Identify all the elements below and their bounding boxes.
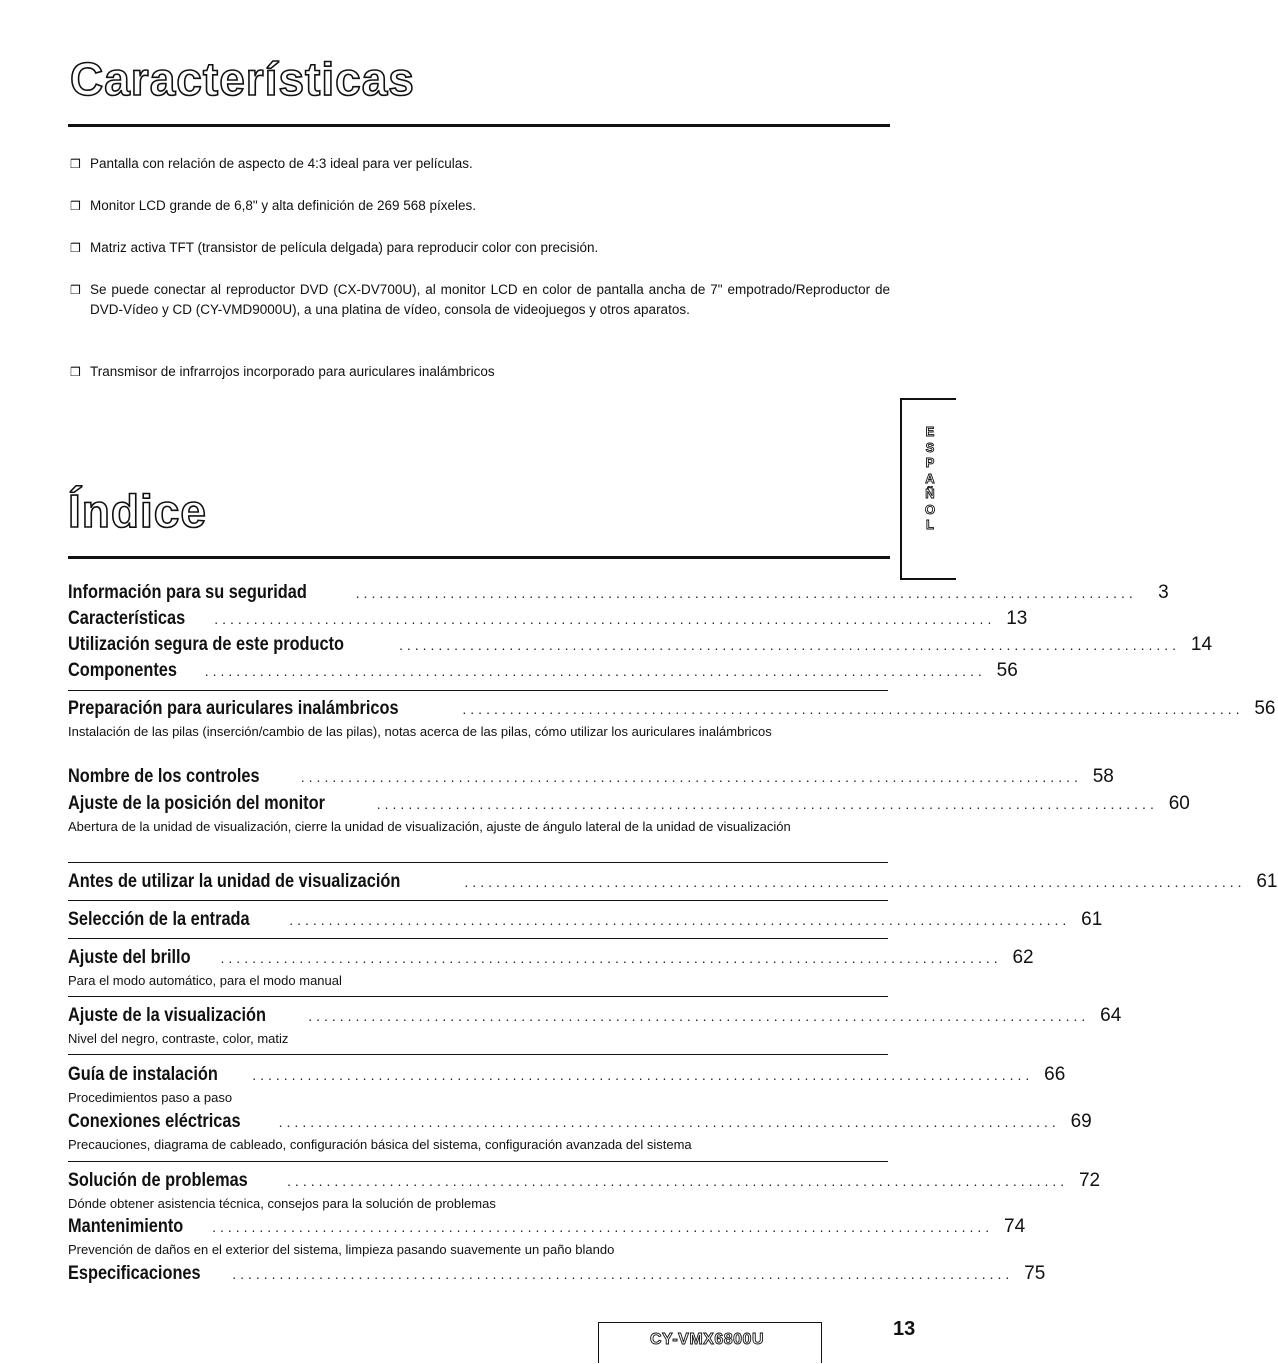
toc-page: 72 [1078, 1170, 1101, 1191]
toc-description: Dónde obtener asistencia técnica, consejos para la solución de problemas [68, 1196, 496, 1211]
toc-title: Nombre de los controles [68, 766, 260, 787]
checkbox-bullet-icon: ❒ [70, 157, 81, 171]
heading-rule [68, 124, 890, 127]
toc-entry[interactable] [68, 791, 1190, 837]
toc-entry[interactable] [68, 696, 1276, 742]
toc-title: Solución de problemas [68, 1170, 248, 1191]
toc-page: 60 [1168, 793, 1190, 814]
feature-item [70, 196, 890, 216]
toc-leader: ................................................................................................... [462, 701, 1244, 717]
checkbox-bullet-icon: ❒ [70, 199, 81, 213]
toc-leader: ................................................................................................... [214, 611, 996, 627]
toc-page: 75 [1024, 1263, 1046, 1284]
toc-entry[interactable] [68, 632, 1213, 658]
toc-entry[interactable] [68, 907, 1103, 933]
side-tab-letter: O [924, 501, 936, 517]
toc-leader: ................................................................................................... [252, 1067, 1034, 1083]
toc-divider [68, 996, 888, 997]
toc-leader: ................................................................................................... [289, 912, 1071, 928]
feature-item [70, 238, 890, 258]
page-number: 13 [893, 1318, 916, 1340]
toc-title: Conexiones eléctricas [68, 1111, 241, 1132]
side-tab-letter: A [925, 470, 935, 486]
toc-page: 56 [996, 660, 1018, 681]
toc-leader: ................................................................................................... [232, 1266, 1014, 1282]
feature-text: Matriz activa TFT (transistor de película delgada) para reproducir color con precisión. [90, 240, 599, 255]
toc-leader: ................................................................................................... [278, 1114, 1060, 1130]
toc-page: 61 [1256, 871, 1278, 892]
feature-text: Pantalla con relación de aspecto de 4:3 ideal para ver películas. [90, 156, 473, 171]
toc-entry[interactable] [68, 1062, 1066, 1108]
toc-leader: ................................................................................................... [204, 663, 986, 679]
toc-leader: ................................................................................................... [212, 1219, 994, 1235]
toc-entry[interactable] [68, 869, 1278, 895]
toc-entry[interactable] [68, 606, 1028, 632]
side-tab-letter: P [925, 455, 935, 470]
toc-page: 62 [1012, 947, 1034, 968]
toc-divider [68, 1054, 888, 1055]
toc-description: Procedimientos paso a paso [68, 1090, 233, 1105]
toc-divider [68, 862, 888, 863]
toc-page: 58 [1092, 766, 1114, 787]
toc-description: Precauciones, diagrama de cableado, configuración básica del sistema, configuración avanzada del sistema [68, 1137, 692, 1152]
toc-title: Selección de la entrada [68, 909, 250, 930]
toc-description: Instalación de las pilas (inserción/cambio de las pilas), notas acerca de las pilas, cómo utilizar los auriculares inalámbricos [68, 724, 772, 739]
toc-description: Para el modo automático, para el modo manual [68, 973, 342, 988]
toc-title: Preparación para auriculares inalámbricos [68, 698, 399, 719]
toc-title: Componentes [68, 660, 177, 681]
toc-title: Especificaciones [68, 1263, 201, 1284]
toc-divider [68, 900, 888, 901]
checkbox-bullet-icon: ❒ [70, 241, 81, 255]
toc-entry[interactable] [68, 580, 1169, 606]
checkbox-bullet-icon: ❒ [70, 365, 81, 379]
toc-description: Prevención de daños en el exterior del sistema, limpieza pasando suavemente un paño blando [68, 1242, 615, 1257]
toc-entry[interactable] [68, 1214, 1026, 1260]
checkbox-bullet-icon: ❒ [70, 283, 81, 297]
toc-entry[interactable] [68, 764, 1114, 790]
toc-leader: ................................................................................................... [355, 585, 1137, 601]
side-tab-letter: L [926, 517, 934, 532]
side-tab-letter: S [925, 439, 935, 455]
feature-text: Transmisor de infrarrojos incorporado para auriculares inalámbricos [90, 364, 495, 379]
toc-page: 74 [1004, 1216, 1026, 1237]
toc-leader: ................................................................................................... [464, 874, 1246, 890]
toc-divider [68, 1161, 888, 1162]
toc-entry[interactable] [68, 1261, 1046, 1287]
toc-title: Características [68, 608, 186, 629]
toc-leader: ................................................................................................... [308, 1008, 1090, 1024]
toc-leader: ................................................................................................... [376, 796, 1158, 812]
toc-page: 61 [1081, 909, 1103, 930]
toc-title: Guía de instalación [68, 1064, 218, 1085]
toc-description: Abertura de la unidad de visualización, cierre la unidad de visualización, ajuste de ángulo lateral de la unidad de visualización [68, 819, 791, 834]
toc-description: Nivel del negro, contraste, color, matiz [68, 1031, 289, 1046]
side-tab-letter: Ñ [925, 486, 935, 501]
language-tab-label [922, 424, 938, 533]
toc-leader: ................................................................................................... [287, 1173, 1069, 1189]
toc-entry[interactable] [68, 1003, 1122, 1049]
index-heading: Índice [68, 485, 207, 537]
toc-page: 69 [1070, 1111, 1092, 1132]
side-tab-letter: E [925, 424, 935, 439]
toc-leader: ................................................................................................... [220, 950, 1002, 966]
toc-title: Utilización segura de este producto [68, 634, 345, 655]
toc-title: Ajuste del brillo [68, 947, 191, 968]
heading-rule [68, 556, 890, 559]
toc-page: 13 [1006, 608, 1028, 629]
feature-item [70, 154, 890, 174]
toc-title: Antes de utilizar la unidad de visualización [68, 871, 401, 892]
toc-page: 66 [1044, 1064, 1066, 1085]
toc-divider [68, 938, 888, 939]
toc-leader: ................................................................................................... [398, 637, 1181, 653]
toc-page: 64 [1100, 1005, 1122, 1026]
model-label: CY-VMX6800U [650, 1331, 764, 1348]
feature-item [70, 362, 890, 382]
features-heading: Características [70, 53, 415, 105]
toc-page: 14 [1190, 634, 1213, 655]
toc-entry[interactable] [68, 658, 1018, 684]
toc-divider [68, 690, 888, 691]
feature-text: Se puede conectar al reproductor DVD (CX-DV700U), al monitor LCD en color de pantalla ancha de 7" empotrado/Reproductor de DVD-Vídeo y CD (CY-VMD9000U), a una platina de vídeo, consola de videojuegos y otros aparatos. [90, 282, 890, 317]
toc-title: Ajuste de la visualización [68, 1005, 266, 1026]
toc-entry[interactable] [68, 1168, 1101, 1214]
toc-title: Ajuste de la posición del monitor [68, 793, 325, 814]
toc-title: Información para su seguridad [68, 582, 307, 603]
toc-leader: ................................................................................................... [300, 769, 1082, 785]
toc-page: 56 [1254, 698, 1276, 719]
toc-page: 3 [1158, 582, 1169, 603]
toc-entry[interactable] [68, 1109, 1092, 1155]
feature-item [70, 280, 890, 320]
toc-title: Mantenimiento [68, 1216, 184, 1237]
feature-text: Monitor LCD grande de 6,8" y alta definición de 269 568 píxeles. [90, 198, 477, 213]
toc-entry[interactable] [68, 945, 1034, 991]
